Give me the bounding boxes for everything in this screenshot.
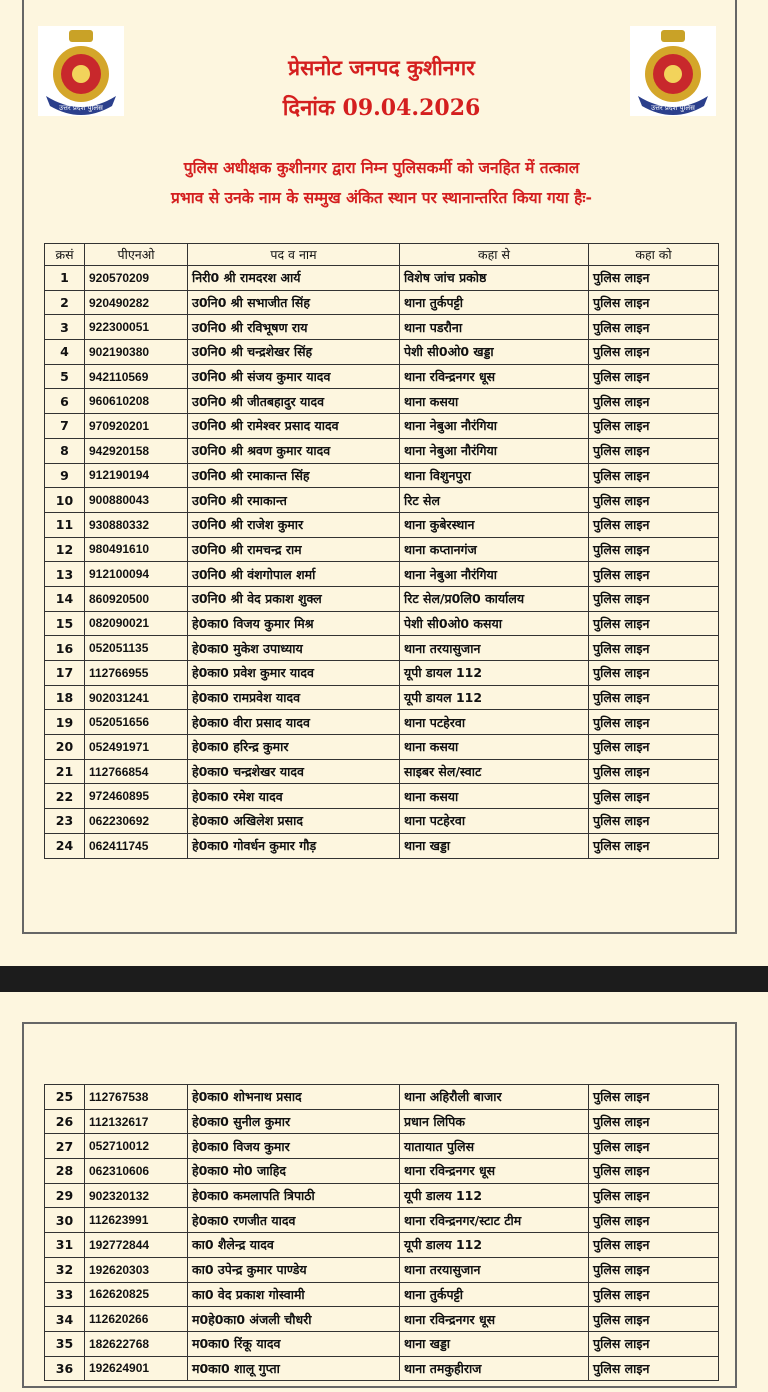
svg-text:उत्तर प्रदेश पुलिस: उत्तर प्रदेश पुलिस (59, 104, 103, 112)
table-body-page-1 (45, 266, 719, 859)
cell-to: पुलिस लाइन (589, 710, 719, 735)
table-row (45, 266, 719, 291)
cell-from: थाना तुर्कपट्टी (400, 290, 589, 315)
cell-pno: 900880043 (85, 488, 188, 513)
cell-rank-name: हे0का0 गोवर्धन कुमार गौड़ (188, 833, 400, 858)
cell-rank-name: उ0नि0 श्री वेद प्रकाश शुक्ल (188, 586, 400, 611)
cell-pno: 082090021 (85, 611, 188, 636)
cell-from: पेशी सी0ओ0 खड्डा (400, 340, 589, 365)
cell-serial: 27 (45, 1134, 85, 1159)
cell-serial: 2 (45, 290, 85, 315)
cell-serial: 7 (45, 414, 85, 439)
cell-serial: 21 (45, 759, 85, 784)
cell-pno: 980491610 (85, 537, 188, 562)
cell-pno: 960610208 (85, 389, 188, 414)
cell-from: थाना विशुनपुरा (400, 463, 589, 488)
cell-from: थाना कुबेरस्थान (400, 512, 589, 537)
press-note-date: दिनांक 09.04.2026 (282, 95, 481, 121)
cell-to: पुलिस लाइन (589, 266, 719, 291)
cell-pno: 112766955 (85, 661, 188, 686)
cell-rank-name: उ0नि0 श्री रमाकान्त (188, 488, 400, 513)
cell-serial: 23 (45, 809, 85, 834)
page-separator (0, 966, 768, 992)
table-row (45, 389, 719, 414)
table-row (45, 290, 719, 315)
transfer-table-page-1 (44, 243, 719, 859)
cell-rank-name: उ0नि0 श्री श्रवण कुमार यादव (188, 438, 400, 463)
cell-from: साइबर सेल/स्वाट (400, 759, 589, 784)
cell-to: पुलिस लाइन (589, 809, 719, 834)
cell-from: थाना तरयासुजान (400, 1257, 589, 1282)
cell-to: पुलिस लाइन (589, 414, 719, 439)
cell-serial: 4 (45, 340, 85, 365)
cell-rank-name: हे0का0 मुकेश उपाध्याय (188, 636, 400, 661)
cell-pno: 052710012 (85, 1134, 188, 1159)
cell-from: प्रधान लिपिक (400, 1109, 589, 1134)
cell-to: पुलिस लाइन (589, 1183, 719, 1208)
cell-to: पुलिस लाइन (589, 661, 719, 686)
column-header-pno: पीएनओ (85, 244, 188, 266)
table-row (45, 735, 719, 760)
table-row (45, 488, 719, 513)
cell-rank-name: उ0नि0 श्री चन्द्रशेखर सिंह (188, 340, 400, 365)
cell-rank-name: उ0नि0 श्री रामेश्वर प्रसाद यादव (188, 414, 400, 439)
table-row (45, 512, 719, 537)
cell-to: पुलिस लाइन (589, 1282, 719, 1307)
cell-serial: 29 (45, 1183, 85, 1208)
press-note-title: प्रेसनोट जनपद कुशीनगर (288, 55, 475, 80)
table-row (45, 1159, 719, 1184)
column-header-from: कहा से (400, 244, 589, 266)
table-row (45, 414, 719, 439)
cell-serial: 30 (45, 1208, 85, 1233)
cell-rank-name: हे0का0 वीरा प्रसाद यादव (188, 710, 400, 735)
table-row (45, 1257, 719, 1282)
cell-to: पुलिस लाइन (589, 1109, 719, 1134)
document-page-1 (22, 0, 737, 934)
cell-to: पुलिस लाइन (589, 315, 719, 340)
cell-rank-name: हे0का0 सुनील कुमार (188, 1109, 400, 1134)
cell-to: पुलिस लाइन (589, 463, 719, 488)
cell-rank-name: उ0नि0 श्री जीतबहादुर यादव (188, 389, 400, 414)
cell-to: पुलिस लाइन (589, 340, 719, 365)
cell-serial: 6 (45, 389, 85, 414)
cell-rank-name: उ0नि0 श्री राजेश कुमार (188, 512, 400, 537)
cell-serial: 22 (45, 784, 85, 809)
cell-to: पुलिस लाइन (589, 389, 719, 414)
cell-rank-name: हे0का0 कमलापति त्रिपाठी (188, 1183, 400, 1208)
cell-rank-name: हे0का0 शोभनाथ प्रसाद (188, 1085, 400, 1110)
table-body-page-2 (45, 1085, 719, 1381)
cell-pno: 162620825 (85, 1282, 188, 1307)
cell-to: पुलिस लाइन (589, 562, 719, 587)
cell-pno: 192620303 (85, 1257, 188, 1282)
cell-pno: 192772844 (85, 1233, 188, 1258)
table-row (45, 1208, 719, 1233)
cell-serial: 31 (45, 1233, 85, 1258)
table-row (45, 661, 719, 686)
table-row (45, 1356, 719, 1381)
table-row (45, 1085, 719, 1110)
cell-serial: 5 (45, 364, 85, 389)
table-row (45, 562, 719, 587)
cell-from: थाना नेबुआ नौरंगिया (400, 414, 589, 439)
cell-pno: 062310606 (85, 1159, 188, 1184)
cell-serial: 18 (45, 685, 85, 710)
cell-to: पुलिस लाइन (589, 1233, 719, 1258)
cell-pno: 112132617 (85, 1109, 188, 1134)
cell-serial: 3 (45, 315, 85, 340)
cell-pno: 112620266 (85, 1307, 188, 1332)
cell-rank-name: हे0का0 प्रवेश कुमार यादव (188, 661, 400, 686)
cell-serial: 8 (45, 438, 85, 463)
cell-pno: 942110569 (85, 364, 188, 389)
svg-text:उत्तर प्रदेश पुलिस: उत्तर प्रदेश पुलिस (651, 104, 695, 112)
cell-pno: 972460895 (85, 784, 188, 809)
cell-to: पुलिस लाइन (589, 438, 719, 463)
cell-from: थाना खड्डा (400, 1331, 589, 1356)
table-row (45, 537, 719, 562)
cell-from: थाना कप्तानगंज (400, 537, 589, 562)
cell-to: पुलिस लाइन (589, 784, 719, 809)
cell-pno: 920490282 (85, 290, 188, 315)
cell-to: पुलिस लाइन (589, 1307, 719, 1332)
cell-to: पुलिस लाइन (589, 685, 719, 710)
cell-pno: 052491971 (85, 735, 188, 760)
cell-to: पुलिस लाइन (589, 735, 719, 760)
cell-serial: 17 (45, 661, 85, 686)
intro-line-2: प्रभाव से उनके नाम के सम्मुख अंकित स्थान पर स्थानान्तरित किया गया हैः- (171, 189, 592, 207)
cell-serial: 14 (45, 586, 85, 611)
cell-from: थाना खड्डा (400, 833, 589, 858)
cell-rank-name: उ0नि0 श्री वंशगोपाल शर्मा (188, 562, 400, 587)
cell-serial: 13 (45, 562, 85, 587)
cell-rank-name: हे0का0 विजय कुमार मिश्र (188, 611, 400, 636)
cell-from: थाना कसया (400, 735, 589, 760)
cell-from: थाना पटहेरवा (400, 710, 589, 735)
cell-serial: 24 (45, 833, 85, 858)
cell-from: यातायात पुलिस (400, 1134, 589, 1159)
cell-rank-name: हे0का0 रमेश यादव (188, 784, 400, 809)
cell-from: थाना रविन्द्रनगर/स्टाट टीम (400, 1208, 589, 1233)
cell-rank-name: का0 उपेन्द्र कुमार पाण्डेय (188, 1257, 400, 1282)
cell-serial: 35 (45, 1331, 85, 1356)
cell-pno: 902190380 (85, 340, 188, 365)
cell-serial: 10 (45, 488, 85, 513)
cell-pno: 912100094 (85, 562, 188, 587)
cell-from: थाना नेबुआ नौरंगिया (400, 562, 589, 587)
cell-from: थाना रविन्द्रनगर धूस (400, 1159, 589, 1184)
column-header-serial: क्रसं (45, 244, 85, 266)
cell-to: पुलिस लाइन (589, 1159, 719, 1184)
cell-rank-name: हे0का0 रामप्रवेश यादव (188, 685, 400, 710)
cell-to: पुलिस लाइन (589, 1208, 719, 1233)
table-row (45, 1282, 719, 1307)
cell-pno: 930880332 (85, 512, 188, 537)
cell-from: थाना कसया (400, 389, 589, 414)
cell-pno: 192624901 (85, 1356, 188, 1381)
cell-from: थाना कसया (400, 784, 589, 809)
cell-to: पुलिस लाइन (589, 537, 719, 562)
table-row (45, 685, 719, 710)
cell-serial: 33 (45, 1282, 85, 1307)
cell-rank-name: म0का0 रिंकू यादव (188, 1331, 400, 1356)
cell-from: थाना पडरौना (400, 315, 589, 340)
table-row (45, 710, 719, 735)
table-row (45, 784, 719, 809)
cell-pno: 112767538 (85, 1085, 188, 1110)
cell-from: थाना तमकुहीराज (400, 1356, 589, 1381)
cell-serial: 36 (45, 1356, 85, 1381)
cell-serial: 11 (45, 512, 85, 537)
cell-rank-name: हे0का0 मो0 जाहिद (188, 1159, 400, 1184)
table-row (45, 1134, 719, 1159)
column-header-to: कहा को (589, 244, 719, 266)
cell-pno: 182622768 (85, 1331, 188, 1356)
cell-from: थाना पटहेरवा (400, 809, 589, 834)
cell-from: यूपी डालय 112 (400, 1183, 589, 1208)
cell-pno: 920570209 (85, 266, 188, 291)
cell-serial: 25 (45, 1085, 85, 1110)
cell-serial: 26 (45, 1109, 85, 1134)
cell-to: पुलिस लाइन (589, 364, 719, 389)
table-row (45, 315, 719, 340)
cell-rank-name: का0 शैलेन्द्र यादव (188, 1233, 400, 1258)
cell-from: यूपी डायल 112 (400, 685, 589, 710)
cell-pno: 902320132 (85, 1183, 188, 1208)
cell-to: पुलिस लाइन (589, 833, 719, 858)
cell-serial: 12 (45, 537, 85, 562)
cell-from: रिट सेल/प्र0लि0 कार्यालय (400, 586, 589, 611)
cell-serial: 9 (45, 463, 85, 488)
cell-pno: 062411745 (85, 833, 188, 858)
table-row (45, 438, 719, 463)
cell-rank-name: हे0का0 रणजीत यादव (188, 1208, 400, 1233)
cell-to: पुलिस लाइन (589, 1134, 719, 1159)
table-row (45, 1183, 719, 1208)
cell-from: थाना रविन्द्रनगर धूस (400, 1307, 589, 1332)
table-row (45, 1233, 719, 1258)
cell-from: थाना तुर्कपट्टी (400, 1282, 589, 1307)
cell-rank-name: उ0नि0 श्री संजय कुमार यादव (188, 364, 400, 389)
cell-from: यूपी डालय 112 (400, 1233, 589, 1258)
table-row (45, 1331, 719, 1356)
cell-serial: 28 (45, 1159, 85, 1184)
cell-serial: 15 (45, 611, 85, 636)
cell-serial: 19 (45, 710, 85, 735)
table-row (45, 1109, 719, 1134)
cell-serial: 32 (45, 1257, 85, 1282)
table-row (45, 833, 719, 858)
cell-serial: 34 (45, 1307, 85, 1332)
cell-to: पुलिस लाइन (589, 586, 719, 611)
column-header-rank-name: पद व नाम (188, 244, 400, 266)
cell-rank-name: म0का0 शालू गुप्ता (188, 1356, 400, 1381)
cell-rank-name: हे0का0 अखिलेश प्रसाद (188, 809, 400, 834)
cell-to: पुलिस लाइन (589, 1085, 719, 1110)
cell-from: थाना अहिरौली बाजार (400, 1085, 589, 1110)
table-row (45, 463, 719, 488)
cell-pno: 902031241 (85, 685, 188, 710)
table-row (45, 809, 719, 834)
cell-from: थाना तरयासुजान (400, 636, 589, 661)
cell-rank-name: का0 वेद प्रकाश गोस्वामी (188, 1282, 400, 1307)
cell-rank-name: उ0नि0 श्री रामचन्द्र राम (188, 537, 400, 562)
cell-to: पुलिस लाइन (589, 636, 719, 661)
cell-pno: 970920201 (85, 414, 188, 439)
cell-pno: 112623991 (85, 1208, 188, 1233)
cell-to: पुलिस लाइन (589, 611, 719, 636)
cell-to: पुलिस लाइन (589, 1257, 719, 1282)
intro-line-1: पुलिस अधीक्षक कुशीनगर द्वारा निम्न पुलिसकर्मी को जनहित में तत्काल (183, 159, 580, 177)
cell-pno: 112766854 (85, 759, 188, 784)
cell-from: विशेष जांच प्रकोष्ठ (400, 266, 589, 291)
cell-from: थाना नेबुआ नौरंगिया (400, 438, 589, 463)
cell-from: पेशी सी0ओ0 कसया (400, 611, 589, 636)
cell-rank-name: हे0का0 विजय कुमार (188, 1134, 400, 1159)
cell-rank-name: म0हे0का0 अंजली चौधरी (188, 1307, 400, 1332)
cell-to: पुलिस लाइन (589, 1356, 719, 1381)
cell-pno: 922300051 (85, 315, 188, 340)
cell-serial: 16 (45, 636, 85, 661)
table-header-row (45, 244, 719, 266)
cell-serial: 1 (45, 266, 85, 291)
cell-pno: 942920158 (85, 438, 188, 463)
cell-rank-name: उ0नि0 श्री सभाजीत सिंह (188, 290, 400, 315)
cell-rank-name: उ0नि0 श्री रमाकान्त सिंह (188, 463, 400, 488)
cell-rank-name: हे0का0 चन्द्रशेखर यादव (188, 759, 400, 784)
table-row (45, 586, 719, 611)
document-page-2 (22, 1022, 737, 1388)
table-row (45, 1307, 719, 1332)
cell-from: रिट सेल (400, 488, 589, 513)
cell-from: यूपी डायल 112 (400, 661, 589, 686)
cell-pno: 052051656 (85, 710, 188, 735)
cell-rank-name: हे0का0 हरिन्द्र कुमार (188, 735, 400, 760)
cell-to: पुलिस लाइन (589, 488, 719, 513)
cell-pno: 052051135 (85, 636, 188, 661)
cell-to: पुलिस लाइन (589, 512, 719, 537)
cell-pno: 062230692 (85, 809, 188, 834)
transfer-table-page-2 (44, 1084, 719, 1381)
table-row (45, 340, 719, 365)
cell-rank-name: उ0नि0 श्री रविभूषण राय (188, 315, 400, 340)
cell-to: पुलिस लाइन (589, 290, 719, 315)
table-row (45, 364, 719, 389)
table-row (45, 611, 719, 636)
cell-pno: 912190194 (85, 463, 188, 488)
cell-pno: 860920500 (85, 586, 188, 611)
cell-from: थाना रविन्द्रनगर धूस (400, 364, 589, 389)
table-row (45, 636, 719, 661)
cell-rank-name: निरी0 श्री रामदरश आर्य (188, 266, 400, 291)
cell-to: पुलिस लाइन (589, 759, 719, 784)
cell-to: पुलिस लाइन (589, 1331, 719, 1356)
table-row (45, 759, 719, 784)
cell-serial: 20 (45, 735, 85, 760)
